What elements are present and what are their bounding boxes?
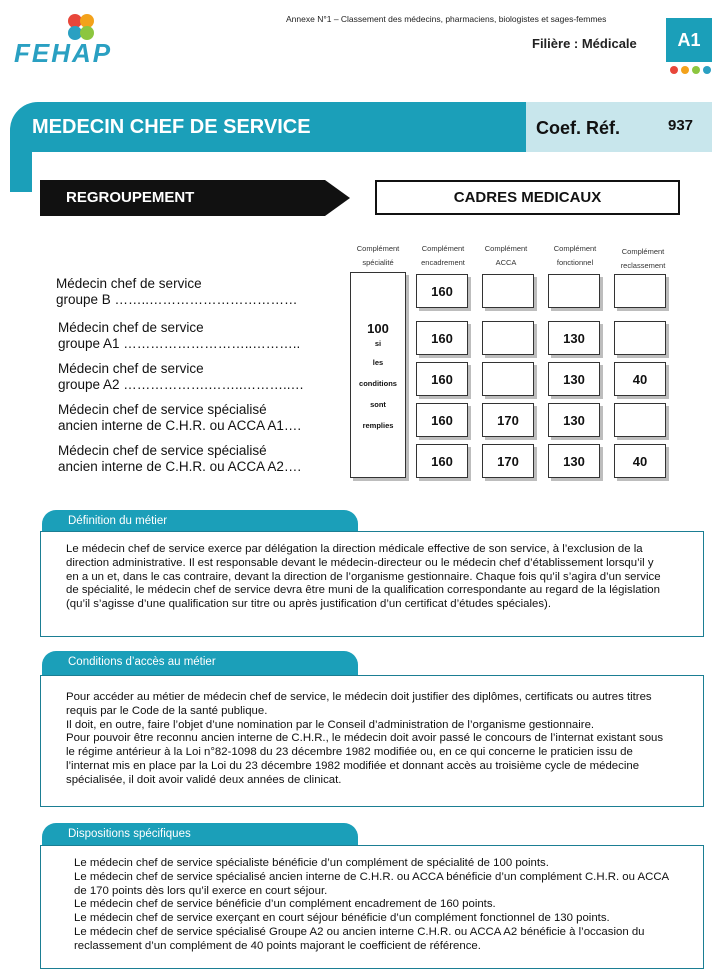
conditions-tab: Conditions d’accès au métier	[42, 651, 358, 675]
cell-encadrement: 160	[416, 274, 468, 308]
job-title: MEDECIN CHEF DE SERVICE	[32, 116, 311, 138]
conditions-text	[66, 691, 666, 788]
row-label-line: groupe A2 ……………….……..………..…	[58, 377, 305, 392]
paragraph: Le médecin chef de service bénéficie d’un complément encadrement de 160 points.	[74, 898, 496, 911]
column-header	[612, 245, 674, 273]
column-header-line: Complément	[356, 244, 400, 253]
specialite-box	[350, 272, 406, 478]
cell-fonctionnel: 130	[548, 444, 600, 478]
specialite-condition-word: conditions	[359, 379, 397, 388]
dispositions-tab: Dispositions spécifiques	[42, 823, 358, 847]
paragraph: Le médecin chef de service spécialisé ancien interne de C.H.R. ou ACCA bénéficie d’un complément C.H.R. ou ACCA de 170 points dès lors qu’il exerce en court séjour.	[74, 870, 669, 897]
column-header-line: encadrement	[421, 258, 465, 267]
column-header	[350, 242, 406, 270]
cell-fonctionnel: 130	[548, 403, 600, 437]
annexe-title: Annexe N°1 – Classement des médecins, pharmaciens, biologistes et sages-femmes	[286, 14, 607, 24]
row-label	[58, 443, 301, 475]
cell-encadrement: 160	[416, 444, 468, 478]
column-header-line: Complément	[421, 244, 465, 253]
dispositions-text	[74, 857, 674, 954]
regroupement-value: CADRES MEDICAUX	[375, 180, 680, 215]
column-header-line: Complément	[484, 244, 528, 253]
cell-acca	[482, 321, 534, 355]
cell-reclassement	[614, 321, 666, 355]
definition-text: Le médecin chef de service exerce par délégation la direction médicale effective de son service, à l’exclusion de la direction administrative. Il est responsable devant le médecin-directeur ou le médecin chef d’établissement lorsqu’il y en a un et, dans le cas contraire, devant la direction de l’organisme gestionnaire. Chaque fois qu’il s’agira d’un service de spécialité, le médecin chef de service devra être muni de la qualification correspondante au regard de la législation (qu’il s’agisse d’une qualification sur titre ou après justification d’un certificat d’études spéciales).	[66, 543, 661, 611]
cell-encadrement: 160	[416, 403, 468, 437]
specialite-condition-word: si	[374, 339, 382, 348]
filiere-label: Filière : Médicale	[532, 36, 637, 51]
column-header	[412, 242, 474, 270]
cell-acca: 170	[482, 444, 534, 478]
row-label-line: Médecin chef de service spécialisé	[58, 402, 267, 417]
row-label-line: Médecin chef de service	[58, 320, 204, 335]
cell-fonctionnel: 130	[548, 362, 600, 396]
paragraph: Il doit, en outre, faire l’objet d’une nomination par le Conseil d’administration de l’organisme gestionnaire.	[66, 718, 595, 731]
row-label-line: Médecin chef de service spécialisé	[58, 443, 267, 458]
fehap-logo-text: FEHAP	[14, 38, 113, 68]
column-header-line: Complément	[621, 247, 665, 256]
cell-reclassement	[614, 403, 666, 437]
column-header	[478, 242, 534, 270]
definition-tab: Définition du métier	[42, 510, 358, 534]
row-label	[56, 276, 298, 308]
dot-blue	[703, 66, 711, 74]
column-header-line: spécialité	[362, 258, 394, 267]
column-header-line: Complément	[553, 244, 597, 253]
specialite-condition-word: remplies	[362, 421, 394, 430]
coef-label: Coef. Réf.	[536, 118, 621, 138]
specialite-condition-word: les	[372, 358, 384, 367]
regroupement-label: REGROUPEMENT	[66, 189, 195, 206]
cell-reclassement	[614, 274, 666, 308]
row-label-line: groupe B ……..……………………………	[56, 292, 298, 307]
row-label	[58, 361, 304, 393]
code-badge: A1	[666, 18, 712, 62]
coef-value: 937	[668, 117, 694, 134]
paragraph: Pour accéder au métier de médecin chef de service, le médecin doit justifier des diplômes, certificats ou autres titres requis par le Code de la santé publique.	[66, 691, 652, 717]
column-header-line: reclassement	[620, 261, 666, 270]
cell-reclassement: 40	[614, 362, 666, 396]
row-label-line: Médecin chef de service	[58, 361, 204, 376]
specialite-value: 100	[367, 321, 389, 336]
paragraph: Pour pouvoir être reconnu ancien interne de C.H.R., le médecin doit avoir passé le concours de l’internat existant sous le régime antérieur à la Loi n°82-1098 du 23 décembre 1982 modifiée ou, en ce qui concerne le praticien issu de l’internat mis en place par la Loi du 23 décembre 1982 modifiée et donnant accès au troisième cycle de médecine spécialisée, il doit avoir validé deux années de clinicat.	[66, 732, 664, 786]
column-header-line: ACCA	[495, 258, 517, 267]
cell-acca: 170	[482, 403, 534, 437]
dot-orange	[681, 66, 689, 74]
cell-encadrement: 160	[416, 362, 468, 396]
cell-reclassement: 40	[614, 444, 666, 478]
row-label-line: groupe A1 ………………………..………..	[58, 336, 301, 351]
specialite-condition-word: sont	[370, 400, 386, 409]
row-label-line: Médecin chef de service	[56, 276, 202, 291]
banner-side	[10, 150, 32, 192]
cell-acca	[482, 274, 534, 308]
cell-acca	[482, 362, 534, 396]
cell-fonctionnel: 130	[548, 321, 600, 355]
dot-red	[670, 66, 678, 74]
row-label-line: ancien interne de C.H.R. ou ACCA A2….	[58, 459, 302, 474]
row-label-line: ancien interne de C.H.R. ou ACCA A1….	[58, 418, 302, 433]
dot-green	[692, 66, 700, 74]
paragraph: Le médecin chef de service exerçant en court séjour bénéficie d’un complément fonctionnel de 130 points.	[74, 912, 610, 925]
color-dots	[670, 66, 711, 74]
column-header	[544, 242, 606, 270]
cell-fonctionnel	[548, 274, 600, 308]
row-label	[58, 320, 300, 352]
cell-encadrement: 160	[416, 321, 468, 355]
column-header-line: fonctionnel	[556, 258, 594, 267]
paragraph: Le médecin chef de service spécialiste bénéficie d’un complément de spécialité de 100 points.	[74, 857, 549, 869]
row-label	[58, 402, 301, 434]
paragraph: Le médecin chef de service spécialisé Groupe A2 ou ancien interne C.H.R. ou ACCA A2 bénéficie à l’occasion du reclassement d’un complément de 40 points majorant le coefficient de référence.	[74, 925, 645, 952]
